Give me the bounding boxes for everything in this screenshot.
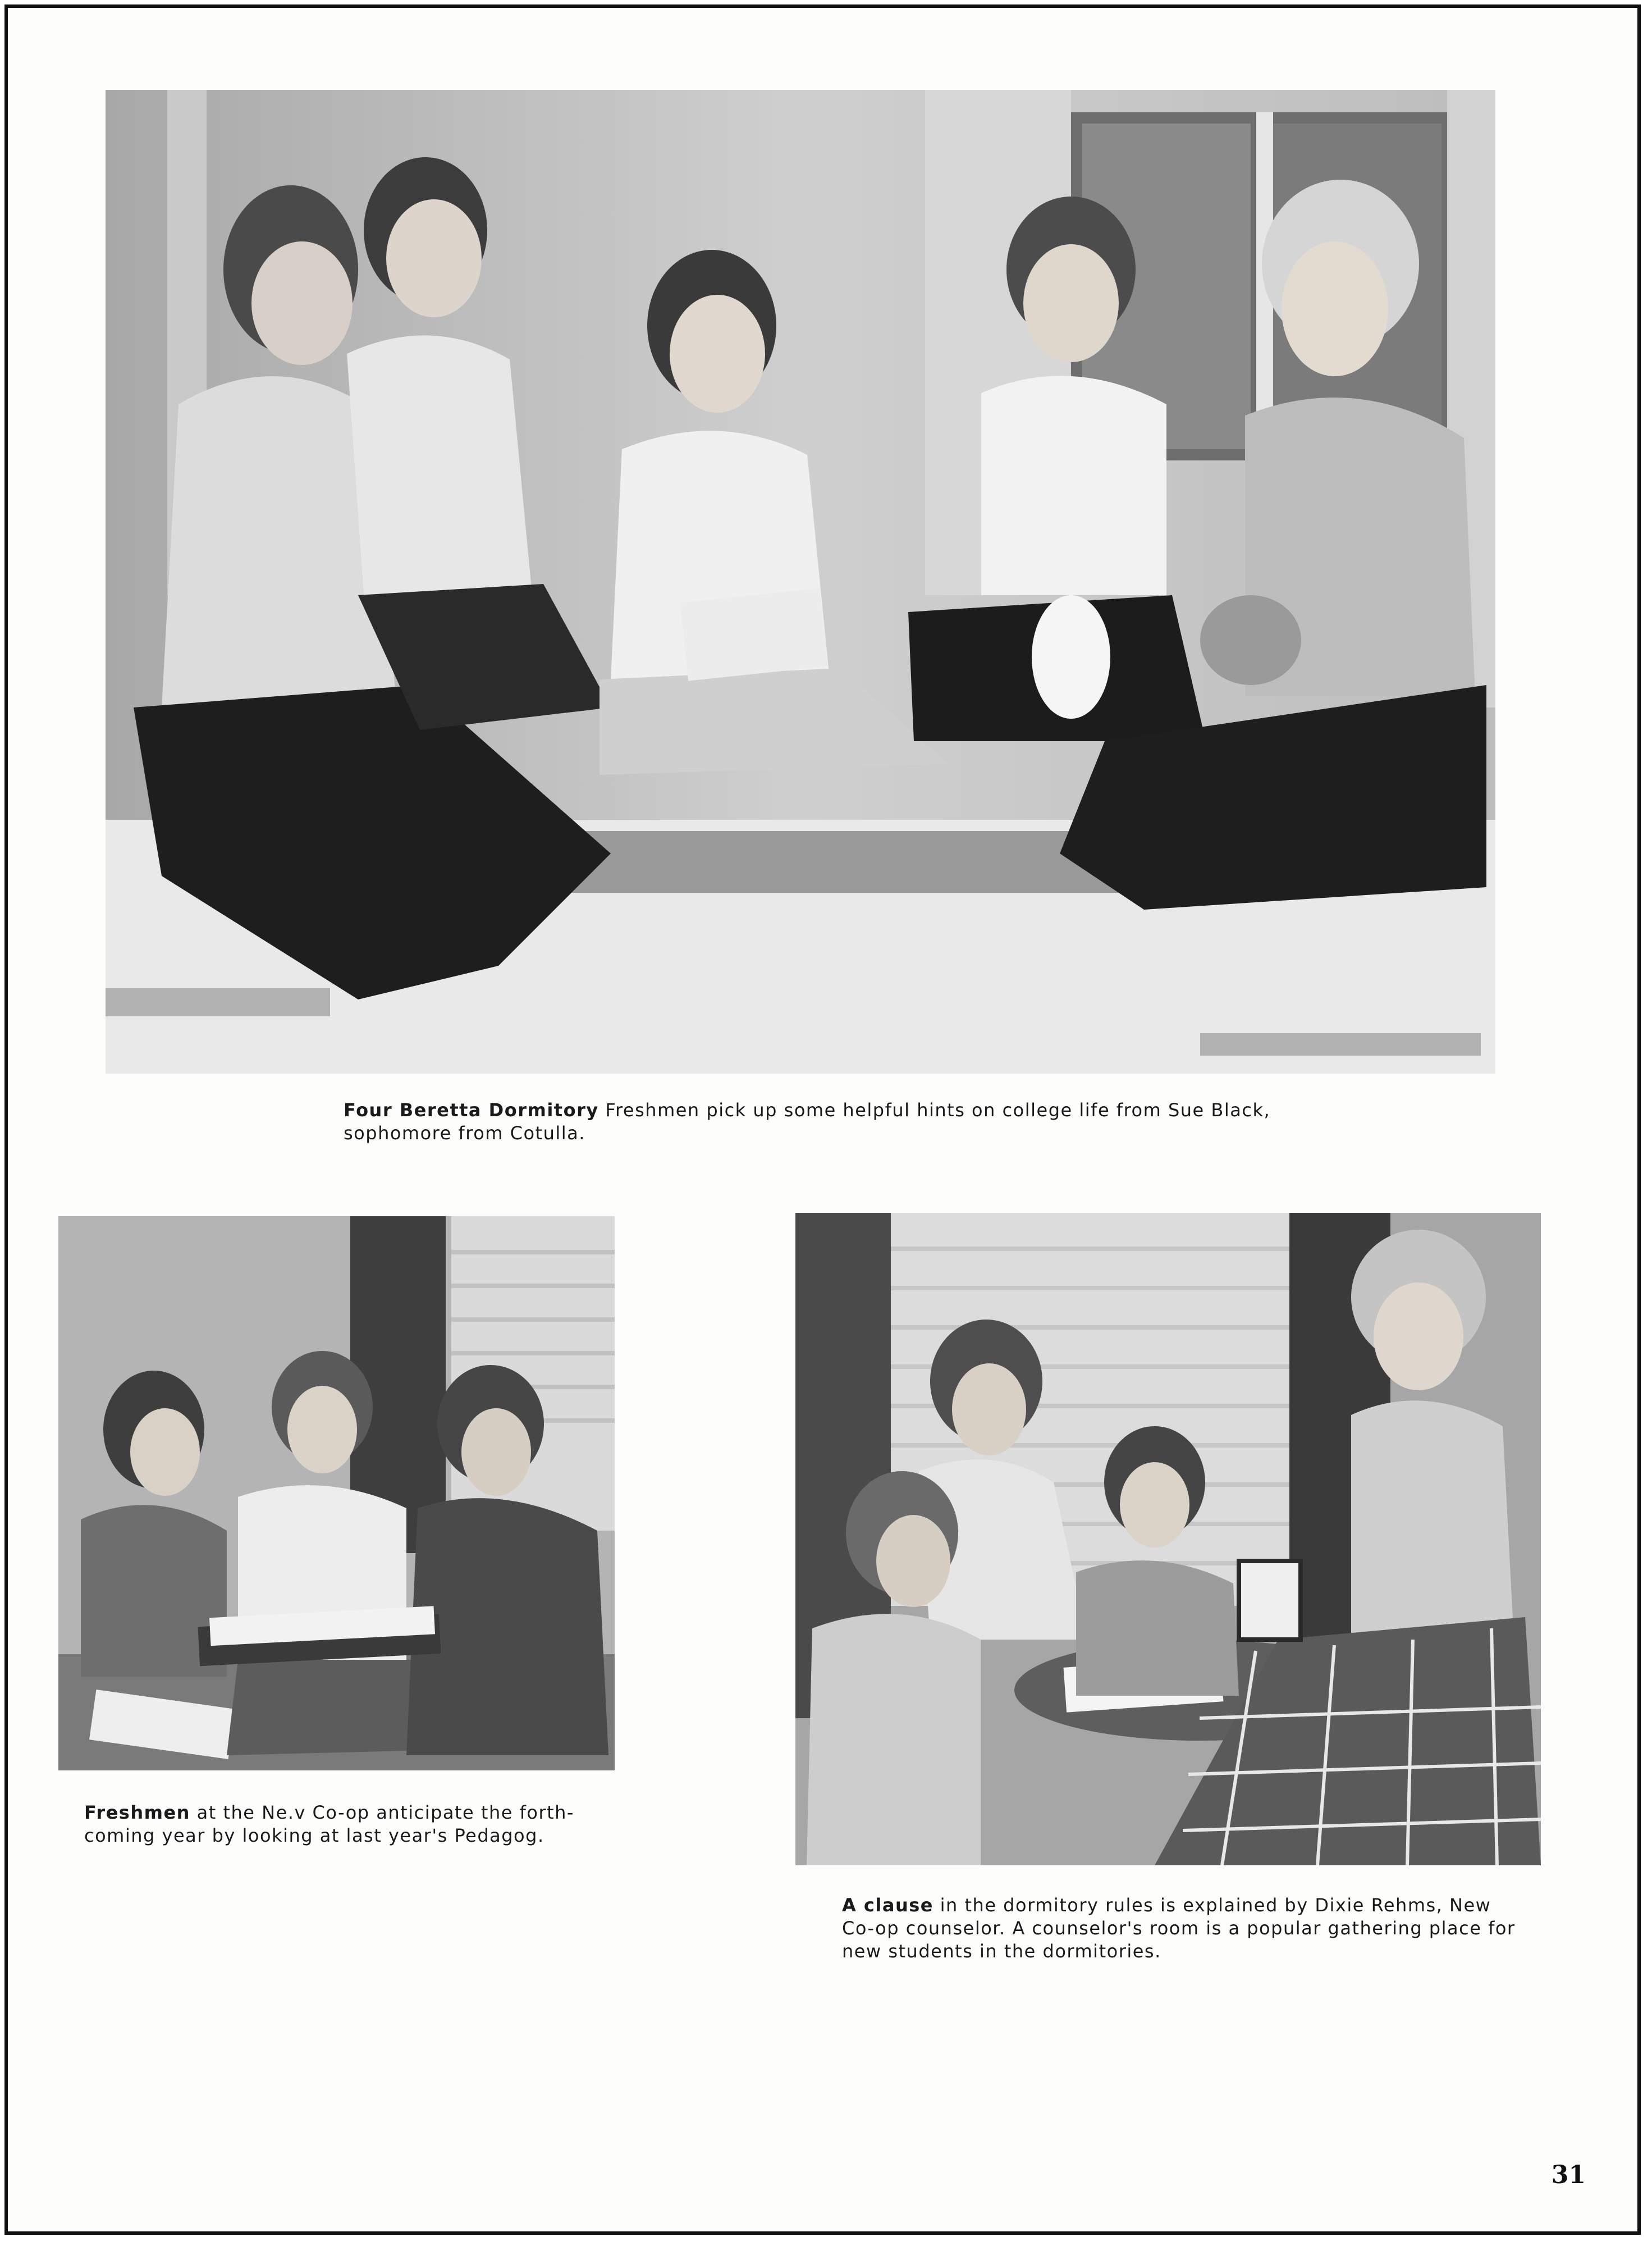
bottom-right-caption-line3: new students in the dormitories.	[842, 1941, 1161, 1962]
top-caption	[344, 1099, 1298, 1145]
bottom-left-caption-line1: at the Ne.v Co-op anticipate the forth-	[190, 1802, 574, 1823]
bottom-right-caption-line2: Co-op counselor. A counselor's room is a popular gathering place for	[842, 1918, 1516, 1939]
top-caption-line2: sophomore from Cotulla.	[344, 1122, 585, 1144]
bottom-right-photo-counselor-room	[795, 1213, 1541, 1865]
bottom-left-caption-lead: Freshmen	[84, 1802, 190, 1823]
bottom-left-caption	[84, 1801, 623, 1847]
bottom-right-caption	[842, 1894, 1538, 1963]
top-caption-line1: Freshmen pick up some helpful hints on college life from Sue Black,	[598, 1099, 1271, 1121]
bottom-left-photo-yearbook-reading	[58, 1216, 615, 1770]
page-number: 31	[1551, 2161, 1586, 2189]
bottom-right-caption-line1: in the dormitory rules is explained by Dixie Rehms, New	[933, 1895, 1491, 1916]
top-photo-five-women-on-bed	[106, 90, 1495, 1074]
bottom-right-caption-lead: A clause	[842, 1895, 933, 1916]
top-caption-lead: Four Beretta Dormitory	[344, 1099, 599, 1121]
bottom-left-caption-line2: coming year by looking at last year's Pedagog.	[84, 1825, 544, 1846]
